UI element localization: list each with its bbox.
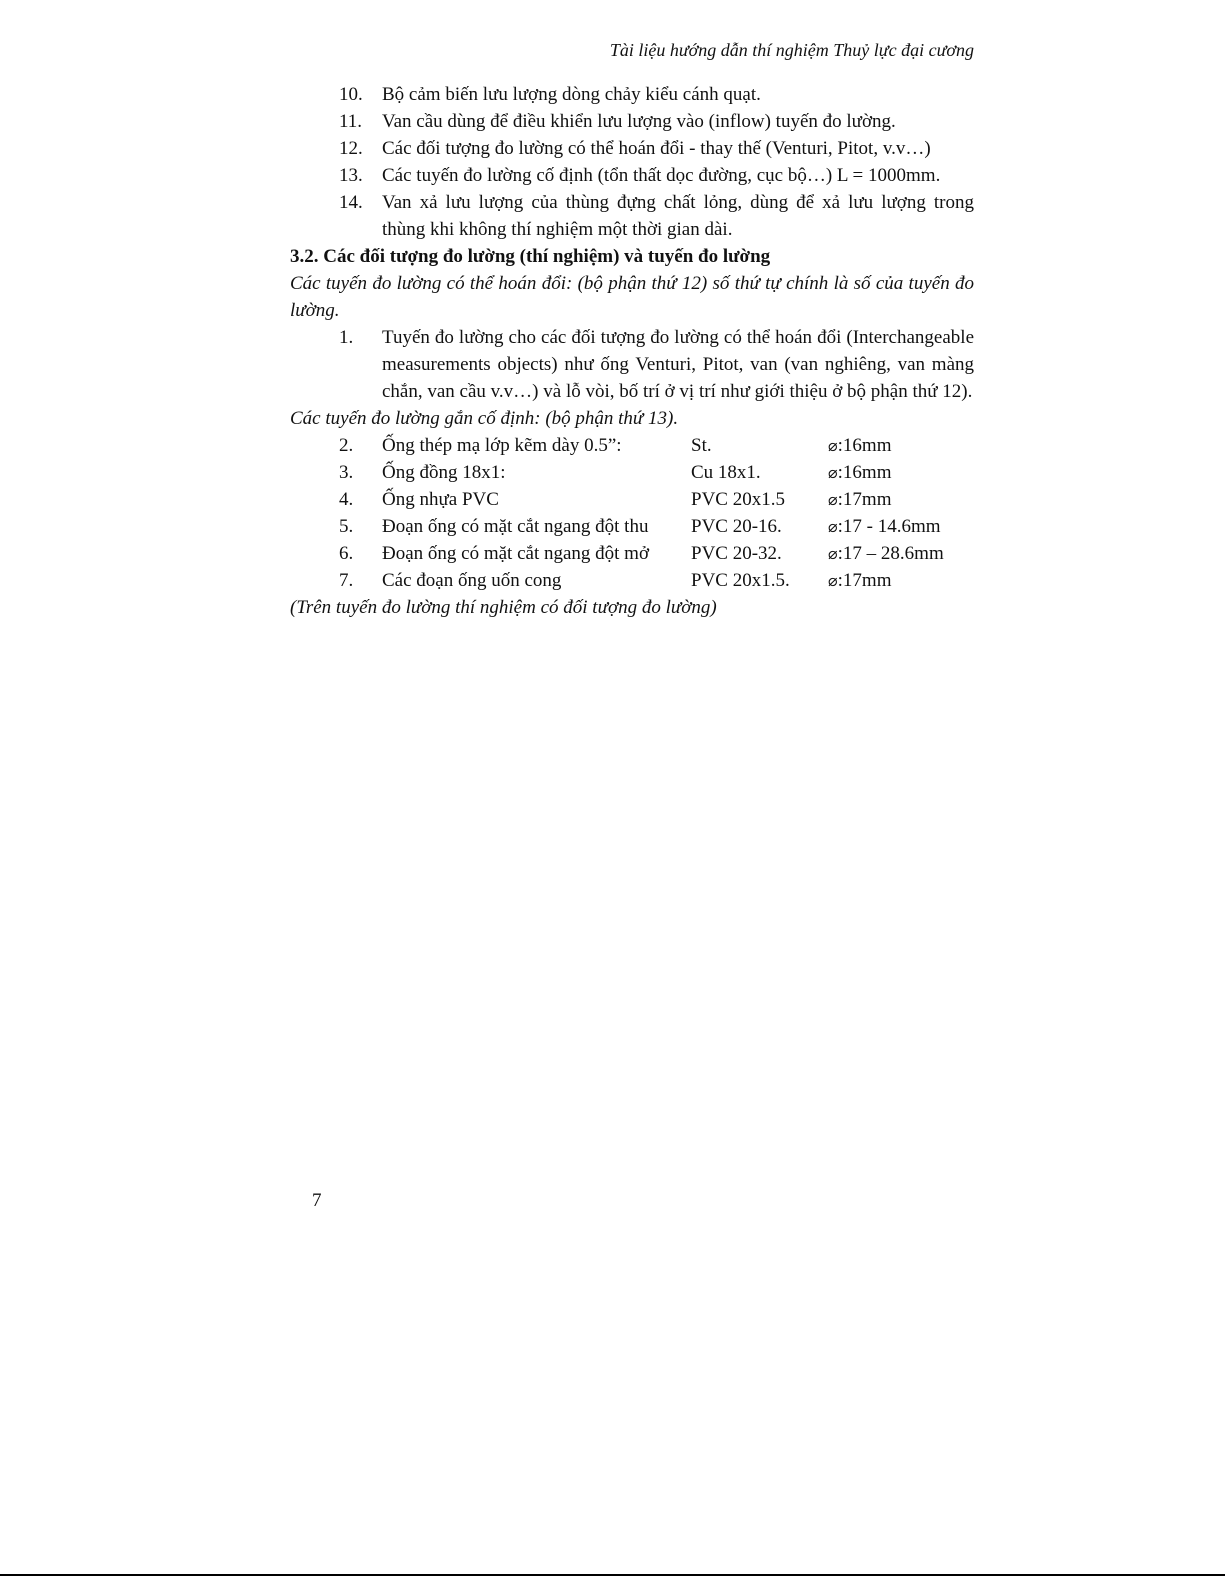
row-diameter-value: :16mm — [837, 462, 892, 483]
fixed-intro: Các tuyến đo lường gắn cố định: (bộ phận thứ 13). — [290, 408, 679, 429]
list-item-number: 14. — [339, 192, 363, 213]
list-item — [290, 108, 974, 135]
list-item-text: Tuyến đo lường cho các đối tượng đo lường có thể hoán đổi (Interchangeable measurements objects) như ống Venturi, Pitot, van (van nghiêng, van màng chắn, van cầu v.v…) và lỗ vòi, bố trí ở vị trí như giới thiệu ở bộ phận thứ 12). — [382, 327, 974, 402]
row-name: Đoạn ống có mặt cắt ngang đột thu — [382, 516, 649, 537]
list-item-text: Van cầu dùng để điều khiển lưu lượng vào (inflow) tuyến đo lường. — [382, 111, 896, 132]
list-item — [290, 135, 974, 162]
row-name: Đoạn ống có mặt cắt ngang đột mở — [382, 543, 650, 564]
row-diameter — [828, 486, 974, 513]
components-list — [290, 81, 974, 243]
page-content — [290, 81, 974, 621]
table-row — [290, 540, 974, 567]
interchangeable-list — [290, 324, 974, 405]
list-item-number: 1. — [339, 327, 354, 348]
row-diameter — [828, 432, 974, 459]
list-item — [290, 81, 974, 108]
diameter-icon: ⌀ — [828, 544, 838, 563]
row-diameter — [828, 567, 974, 594]
list-item — [290, 189, 974, 243]
interchangeable-intro: Các tuyến đo lường có thể hoán đổi: (bộ phận thứ 12) số thứ tự chính là số của tuyến đo lường. — [290, 273, 974, 321]
list-item-number: 11. — [339, 111, 363, 132]
row-diameter-value: :16mm — [837, 435, 892, 456]
list-item-number: 13. — [339, 165, 363, 186]
list-item-number: 10. — [339, 84, 363, 105]
row-material: PVC 20x1.5 — [691, 489, 785, 510]
table-row — [290, 567, 974, 594]
row-diameter-value: :17 - 14.6mm — [837, 516, 941, 537]
row-material: PVC 20-16. — [691, 516, 782, 537]
fixed-lines-table — [290, 432, 974, 594]
row-diameter — [828, 459, 974, 486]
row-name: Ống thép mạ lớp kẽm dày 0.5”: — [382, 435, 622, 456]
table-row — [290, 513, 974, 540]
row-diameter-value: :17 – 28.6mm — [837, 543, 944, 564]
list-item-text: Bộ cảm biến lưu lượng dòng chảy kiểu cánh quạt. — [382, 84, 761, 105]
row-diameter — [828, 540, 974, 567]
diameter-icon: ⌀ — [828, 571, 838, 590]
diameter-icon: ⌀ — [828, 463, 838, 482]
row-material: Cu 18x1. — [691, 462, 761, 483]
row-diameter-value: :17mm — [837, 489, 892, 510]
list-item-text: Van xả lưu lượng của thùng đựng chất lỏng, dùng để xả lưu lượng trong thùng khi không thí nghiệm một thời gian dài. — [382, 192, 974, 240]
diameter-icon: ⌀ — [828, 436, 838, 455]
row-number: 4. — [339, 489, 354, 510]
row-material: PVC 20x1.5. — [691, 570, 790, 591]
closing-note: (Trên tuyến đo lường thí nghiệm có đối tượng đo lường) — [290, 597, 717, 618]
row-number: 3. — [339, 462, 354, 483]
diameter-icon: ⌀ — [828, 517, 838, 536]
table-row — [290, 432, 974, 459]
row-material: PVC 20-32. — [691, 543, 782, 564]
row-name: Ống đồng 18x1: — [382, 462, 506, 483]
table-row — [290, 486, 974, 513]
row-number: 7. — [339, 570, 354, 591]
bottom-divider — [0, 1574, 1225, 1576]
row-number: 5. — [339, 516, 354, 537]
row-diameter-value: :17mm — [837, 570, 892, 591]
page-number: 7 — [312, 1190, 322, 1211]
row-name: Ống nhựa PVC — [382, 489, 499, 510]
diameter-icon: ⌀ — [828, 490, 838, 509]
table-row — [290, 459, 974, 486]
row-number: 6. — [339, 543, 354, 564]
list-item-text: Các tuyến đo lường cố định (tổn thất dọc đường, cục bộ…) L = 1000mm. — [382, 165, 941, 186]
row-number: 2. — [339, 435, 354, 456]
row-name: Các đoạn ống uốn cong — [382, 570, 562, 591]
row-material: St. — [691, 435, 712, 456]
list-item-number: 12. — [339, 138, 363, 159]
list-item — [290, 324, 974, 405]
list-item-text: Các đối tượng đo lường có thể hoán đổi - thay thế (Venturi, Pitot, v.v…) — [382, 138, 931, 159]
list-item — [290, 162, 974, 189]
section-heading: 3.2. Các đối tượng đo lường (thí nghiệm) và tuyến đo lường — [290, 246, 771, 267]
page-header-title: Tài liệu hướng dẫn thí nghiệm Thuỷ lực đại cương — [609, 40, 974, 60]
row-diameter — [828, 513, 974, 540]
